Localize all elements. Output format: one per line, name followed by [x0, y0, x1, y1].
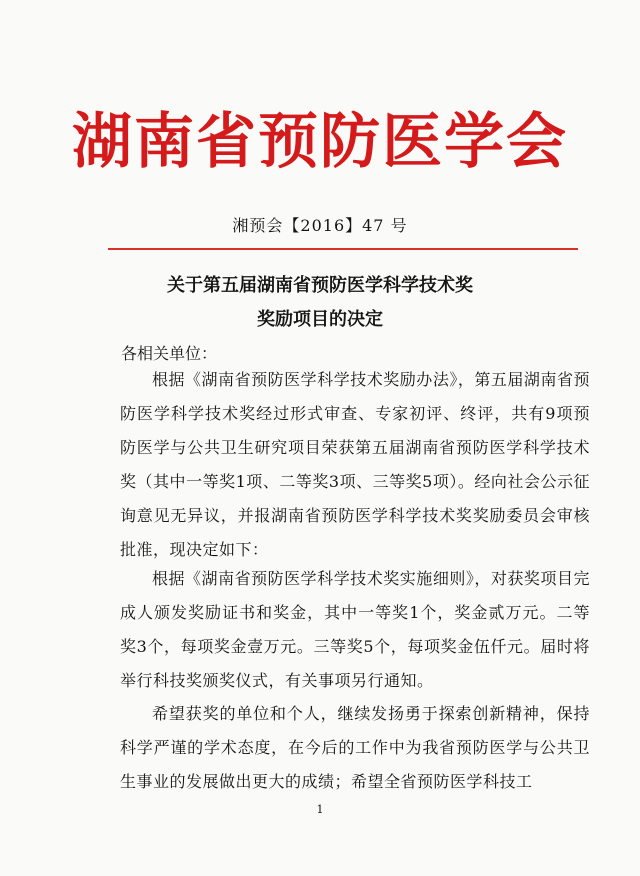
body-paragraph-2: 根据《湖南省预防医学科学技术奖实施细则》，对获奖项目完成人颁发奖励证书和奖金，其中一等奖1个，奖金贰万元。二等奖3个，每项奖金壹万元。三等奖5个，每项奖金伍仟元。届时将举行科技奖颁奖仪式，有关事项另行通知。: [120, 569, 590, 690]
page-number: 1: [316, 803, 324, 816]
org-letterhead-title: 湖南省预防医学会: [72, 107, 568, 177]
document-title-line-2: 奖励项目的决定: [257, 309, 383, 330]
salutation: 各相关单位：: [121, 344, 218, 363]
body-paragraph-3: 希望获奖的单位和个人，继续发扬勇于探索创新精神，保持科学严谨的学术态度，在今后的工作中为我省预防医学与公共卫生事业的发展做出更大的成绩；希望全省预防医学科技工: [120, 704, 590, 791]
document-title-line-1: 关于第五届湖南省预防医学科学技术奖: [167, 275, 473, 296]
red-divider-line: [108, 248, 578, 250]
body-paragraph-1: 根据《湖南省预防医学科学技术奖励办法》，第五届湖南省预防医学科学技术奖经过形式审查、专家初评、终评，共有9项预防医学与公共卫生研究项目荣获第五届湖南省预防医学科学技术奖（其中一等奖1项、二等奖3项、三等奖5项）。经向社会公示征询意见无异议，并报湖南省预防医学科学技术奖奖励委员会审核批准，现决定如下：: [120, 370, 590, 559]
document-number: 湘预会【2016】47 号: [232, 216, 408, 235]
